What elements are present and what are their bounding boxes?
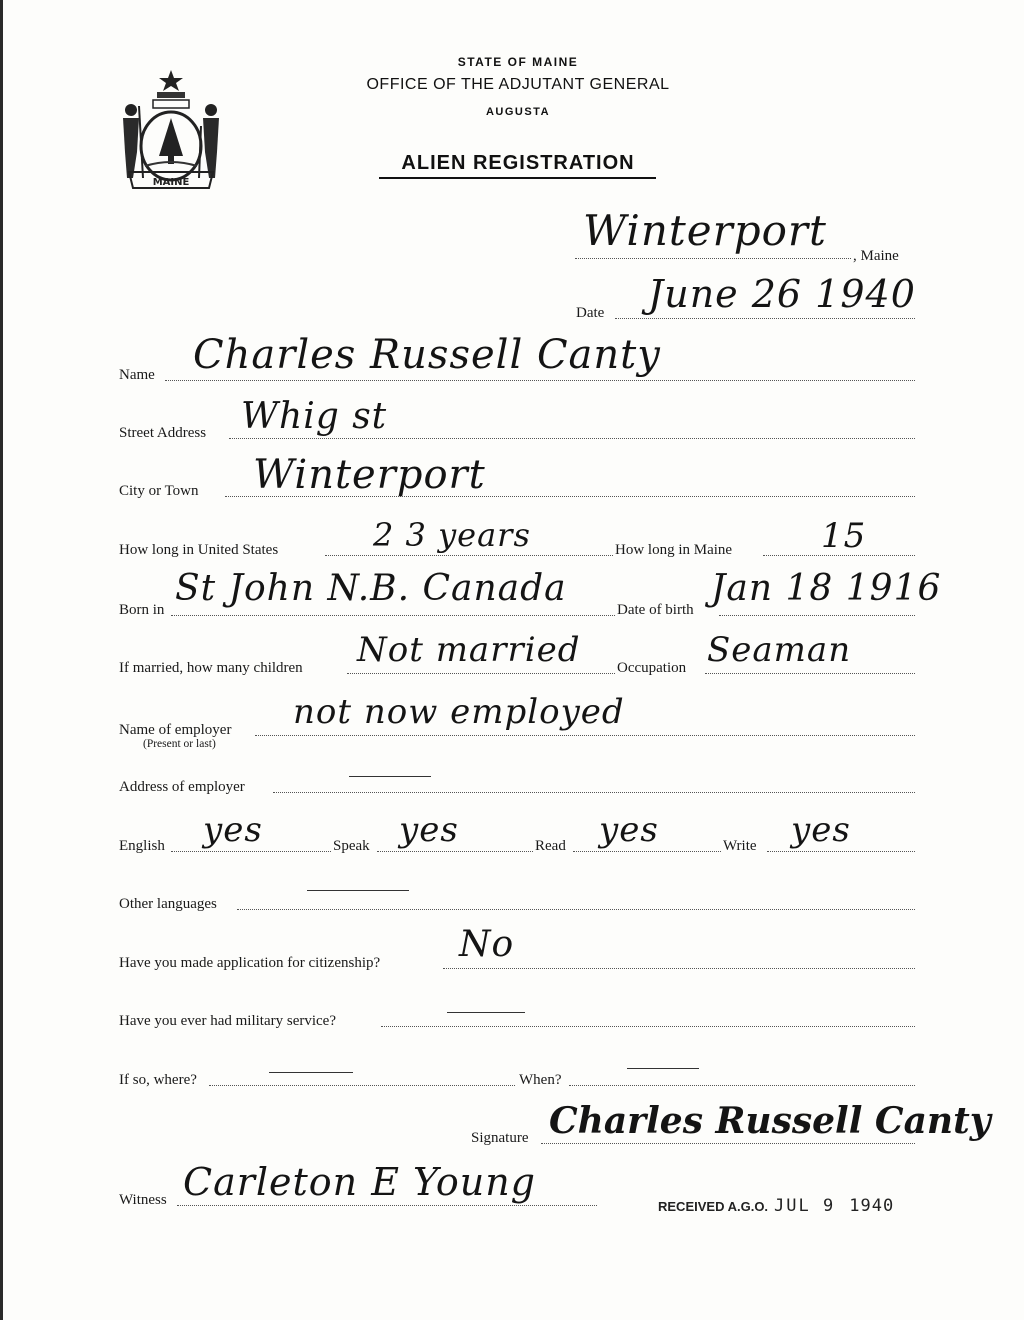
occupation-value: Seaman xyxy=(707,630,852,670)
stamp-month-day: JUL 9 xyxy=(774,1196,836,1216)
citizenship-value: No xyxy=(459,924,515,965)
employer-label: Name of employer xyxy=(119,722,232,738)
witness-label: Witness xyxy=(119,1192,167,1208)
name-label: Name xyxy=(119,367,155,383)
born-line xyxy=(171,615,615,616)
stamp-received-text: RECEIVED A.G.O. xyxy=(658,1199,769,1214)
street-line xyxy=(229,438,915,439)
when-line xyxy=(569,1085,915,1086)
street-label: Street Address xyxy=(119,425,207,441)
military-dash xyxy=(447,1012,525,1013)
city-heading: AUGUSTA xyxy=(485,106,551,118)
write-value: yes xyxy=(791,810,851,850)
write-line xyxy=(767,851,915,852)
dob-label: Date of birth xyxy=(617,602,694,618)
employer-value: not now employed xyxy=(293,692,625,732)
name-value: Charles Russell Canty xyxy=(193,332,661,378)
place-line xyxy=(575,258,851,259)
employer-address-dash xyxy=(349,776,431,777)
name-line xyxy=(165,380,915,381)
english-line xyxy=(171,851,331,852)
military-label: Have you ever had military service? xyxy=(119,1013,336,1029)
employer-address-line xyxy=(273,792,915,793)
married-label: If married, how many children xyxy=(119,660,303,676)
employer-sublabel: (Present or last) xyxy=(143,738,216,750)
date-line xyxy=(615,318,915,319)
read-line xyxy=(573,851,721,852)
where-dash xyxy=(269,1072,353,1073)
signature-label: Signature xyxy=(471,1130,529,1146)
when-label: When? xyxy=(519,1072,562,1088)
maine-label: How long in Maine xyxy=(615,542,733,558)
where-label: If so, where? xyxy=(119,1072,197,1088)
state-heading: STATE OF MAINE xyxy=(457,55,579,69)
place-value: Winterport xyxy=(583,206,827,255)
us-label: How long in United States xyxy=(119,542,279,558)
maine-suffix: , Maine xyxy=(853,248,899,264)
born-value: St John N.B. Canada xyxy=(175,568,567,609)
employer-line xyxy=(255,735,915,736)
stamp-year: 1940 xyxy=(849,1196,895,1216)
when-dash xyxy=(627,1068,699,1069)
witness-value: Carleton E Young xyxy=(183,1160,536,1204)
dob-line xyxy=(719,615,915,616)
english-value: yes xyxy=(203,810,263,850)
occupation-line xyxy=(705,673,915,674)
other-languages-line xyxy=(237,909,915,910)
date-value: June 26 1940 xyxy=(648,272,916,316)
maine-state-seal xyxy=(113,66,229,192)
occupation-label: Occupation xyxy=(617,660,687,676)
city-label: City or Town xyxy=(119,483,199,499)
seal-label: MAINE xyxy=(152,177,190,188)
write-label: Write xyxy=(723,838,757,854)
street-value: Whig st xyxy=(241,396,388,437)
office-heading: OFFICE OF THE ADJUTANT GENERAL xyxy=(366,76,670,93)
employer-address-label: Address of employer xyxy=(119,779,245,795)
dob-value: Jan 18 1916 xyxy=(711,568,942,609)
speak-label: Speak xyxy=(333,838,370,854)
english-label: English xyxy=(119,838,165,854)
where-line xyxy=(209,1085,515,1086)
maine-value: 15 xyxy=(821,516,867,556)
married-line xyxy=(347,673,615,674)
speak-line xyxy=(377,851,533,852)
signature-value: Charles Russell Canty xyxy=(549,1100,991,1142)
received-stamp xyxy=(658,1196,894,1216)
form-title: ALIEN REGISTRATION xyxy=(401,152,635,174)
witness-line xyxy=(177,1205,597,1206)
military-line xyxy=(381,1026,915,1027)
title-underline xyxy=(379,177,656,179)
married-value: Not married xyxy=(357,630,581,670)
date-label: Date xyxy=(576,305,605,321)
read-value: yes xyxy=(599,810,659,850)
speak-value: yes xyxy=(399,810,459,850)
us-value: 2 3 years xyxy=(373,516,531,554)
read-label: Read xyxy=(535,838,566,854)
city-value: Winterport xyxy=(253,452,486,498)
us-line xyxy=(325,555,613,556)
signature-line xyxy=(541,1143,915,1144)
citizenship-line xyxy=(443,968,915,969)
born-label: Born in xyxy=(119,602,165,618)
other-languages-dash xyxy=(307,890,409,891)
other-languages-label: Other languages xyxy=(119,896,217,912)
citizenship-label: Have you made application for citizenship? xyxy=(119,955,381,971)
